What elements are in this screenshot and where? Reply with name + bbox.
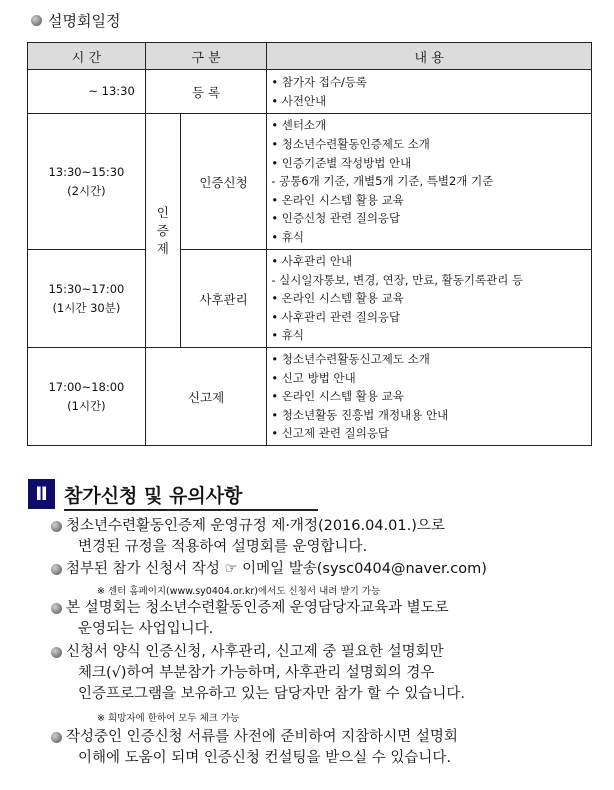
schedule-table <box>27 42 592 446</box>
content-item: • 센터소개 <box>271 118 327 133</box>
small-note: ※ 센터 홈페이지(www.sy0404.or.kr)에서도 신청서 내려 받기 가능 <box>97 586 381 597</box>
content-item: - 실시일자통보, 변경, 연장, 만료, 활동기록관리 등 <box>271 272 524 287</box>
group-char: 제 <box>156 240 169 256</box>
time-cell <box>28 348 146 446</box>
content-item: • 인증신청 관련 질의응답 <box>271 211 401 226</box>
note-line: 인증프로그램을 보유하고 있는 담당자만 참가 할 수 있습니다. <box>78 686 466 702</box>
table-row <box>28 114 592 250</box>
content-item: • 청소년활동 진흥법 개정내용 안내 <box>271 407 449 422</box>
time-text: 15:30~17:00 <box>48 281 125 296</box>
note-item <box>66 598 449 640</box>
note-line: 변경된 규정을 적용하여 설명회를 운영합니다. <box>78 539 368 555</box>
time-cell <box>28 250 146 348</box>
table-row <box>28 250 592 348</box>
section-number-badge: Ⅱ <box>28 479 55 509</box>
duration-text: (1시간 30분) <box>52 300 121 315</box>
time-text: 13:30~15:30 <box>48 164 125 179</box>
content-item: • 신고제 관련 질의응답 <box>271 426 390 441</box>
merged-group-cell <box>145 114 180 348</box>
bullet-icon <box>51 647 62 658</box>
duration-text: (1시간) <box>67 398 106 413</box>
note-line: 첨부된 참가 신청서 작성 ☞ 이메일 발송(sysc0404@naver.com) <box>66 561 487 577</box>
note-line: 신청서 양식 인증신청, 사후관리, 신고제 중 필요한 설명회만 <box>66 644 444 660</box>
time-cell <box>28 114 146 250</box>
category-cell: 인증신청 <box>180 114 267 250</box>
duration-text: (2시간) <box>67 183 106 198</box>
content-item: • 신고 방법 안내 <box>271 370 356 385</box>
table-row <box>28 348 592 446</box>
content-cell <box>267 70 592 114</box>
content-cell <box>267 348 592 446</box>
section-title-underline <box>64 509 318 511</box>
content-item: • 사후관리 관련 질의응답 <box>271 309 401 324</box>
content-item: • 휴식 <box>271 229 304 244</box>
content-item: • 온라인 시스템 활용 교육 <box>271 291 404 306</box>
note-item <box>66 727 458 769</box>
note-line: 본 설명회는 청소년수련활동인증제 운영담당자교육과 별도로 <box>66 600 449 616</box>
bullet-icon <box>51 732 62 743</box>
content-item: • 사후관리 안내 <box>271 254 353 269</box>
content-item: • 온라인 시스템 활용 교육 <box>271 389 404 404</box>
bullet-icon <box>51 564 62 575</box>
content-item: • 청소년수련활동인증제도 소개 <box>271 137 430 152</box>
group-char: 인 <box>156 204 169 220</box>
note-line: 체크(√)하여 부분참가 가능하며, 사후관리 설명회의 경우 <box>78 665 435 681</box>
note-line: 운영되는 사업입니다. <box>78 621 214 637</box>
bullet-icon <box>51 603 62 614</box>
content-cell <box>267 250 592 348</box>
content-item: • 온라인 시스템 활용 교육 <box>271 192 404 207</box>
time-text: 17:00~18:00 <box>48 379 125 394</box>
schedule-heading-text: 설명회일정 <box>48 12 121 30</box>
note-item <box>66 516 445 558</box>
bullet-icon <box>51 521 62 532</box>
note-line: 작성중인 인증신청 서류를 사전에 준비하여 지참하시면 설명회 <box>66 729 458 745</box>
col-header-category: 구 분 <box>145 43 267 70</box>
group-char: 증 <box>156 222 169 238</box>
time-text: ~ 13:30 <box>88 84 135 98</box>
table-header-row <box>28 43 592 70</box>
time-cell <box>28 70 146 114</box>
col-header-time: 시 간 <box>28 43 146 70</box>
content-item: • 참가자 접수/등록 <box>271 74 368 89</box>
note-item <box>66 642 465 705</box>
category-cell: 사후관리 <box>180 250 267 348</box>
content-item: • 사전안내 <box>271 93 327 108</box>
content-item: - 공통6개 기준, 개별5개 기준, 특별2개 기준 <box>271 174 494 189</box>
small-note: ※ 희망자에 한하여 모두 체크 가능 <box>97 713 240 724</box>
table-row <box>28 70 592 114</box>
content-cell <box>267 114 592 250</box>
content-item: • 청소년수련활동신고제도 소개 <box>271 352 430 367</box>
note-line: 청소년수련활동인증제 운영규정 제·개정(2016.04.01.)으로 <box>66 518 445 534</box>
note-line: 이해에 도움이 되며 인증신청 컨설팅을 받으실 수 있습니다. <box>78 750 452 766</box>
content-item: • 휴식 <box>271 328 304 343</box>
category-cell: 신고제 <box>145 348 267 446</box>
category-cell: 등 록 <box>145 70 267 114</box>
col-header-content: 내 용 <box>267 43 592 70</box>
section-title: 참가신청 및 유의사항 <box>64 485 243 507</box>
bullet-icon <box>31 15 42 26</box>
content-item: • 인증기준별 작성방법 안내 <box>271 155 412 170</box>
schedule-heading <box>31 10 120 31</box>
note-item <box>66 559 487 580</box>
